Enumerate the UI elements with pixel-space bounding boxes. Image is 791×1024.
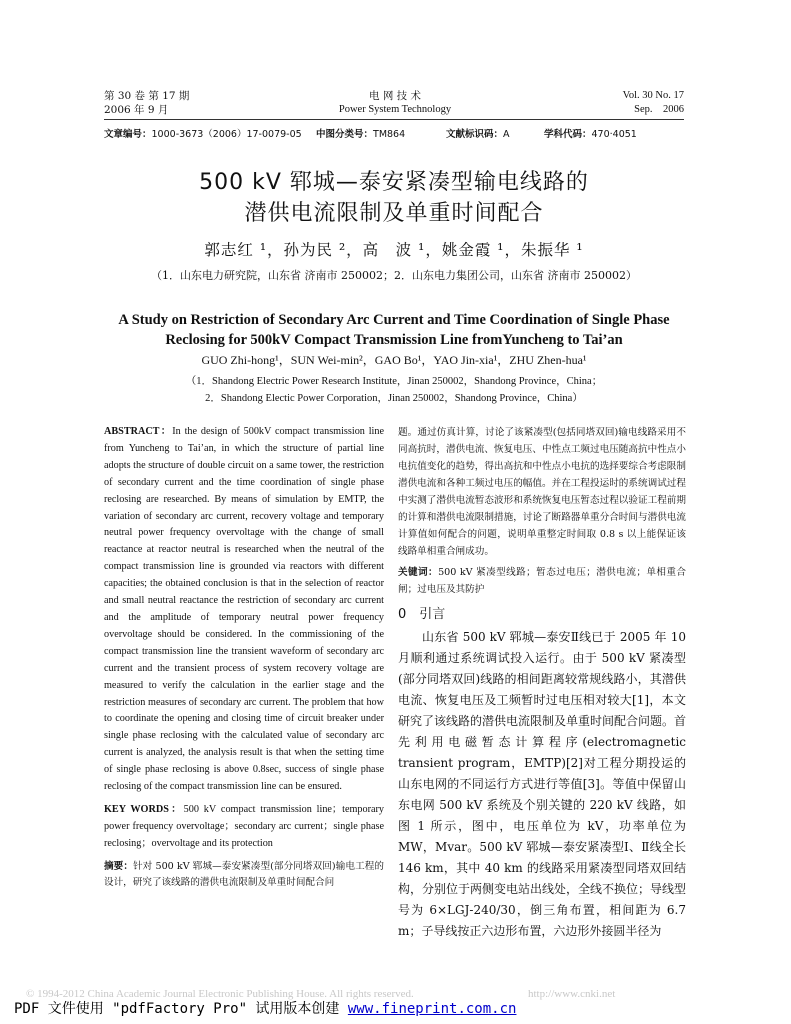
- pdf-link[interactable]: www.fineprint.com.cn: [347, 1001, 517, 1017]
- keywords-zh: [398, 564, 686, 598]
- affiliation-zh: （1．山东电力研究院，山东省 济南市 250002；2．山东电力集团公司，山东省 济南市 250002）: [151, 269, 637, 282]
- abstract-en-label: ABSTRACT：: [104, 426, 173, 437]
- article-number: 文章编号：1000-3673（2006）17-0079-05: [104, 129, 302, 140]
- authors-en: GUO Zhi-hong¹，SUN Wei-min²，GAO Bo¹，YAO Jin-xia¹，ZHU Zhen-hua¹: [201, 353, 587, 367]
- title-zh-line1: 500 kV 郓城—泰安紧凑型输电线路的: [199, 170, 589, 195]
- pdf-notice-text: PDF 文件使用 "pdfFactory Pro" 试用版本创建: [14, 1001, 348, 1017]
- cnki-url: http://www.cnki.net: [528, 988, 616, 1000]
- keywords-zh-text: 500 kV 紧凑型线路；暂态过电压；潜供电流；单相重合闸；过电压及其防护: [398, 567, 687, 595]
- volume-en: Vol. 30 No. 17: [622, 90, 684, 101]
- keywords-en-text: 500 kV compact transmission line；temporary power frequency overvoltage；secondary arc current；single phase reclosing；overvoltage and its protection: [104, 803, 384, 849]
- keywords-zh-label: 关键词：: [398, 567, 439, 578]
- journal-en: Power System Technology: [338, 104, 452, 115]
- affiliation-en-line2: 2．Shandong Electic Power Corporation，Jinan 250002，Shandong Province，China）: [205, 393, 583, 404]
- header-center: [300, 89, 490, 117]
- right-column: [398, 424, 686, 942]
- abstract-zh-label: 摘要：: [104, 860, 134, 872]
- header-right: [560, 89, 684, 117]
- left-column: [104, 424, 384, 897]
- header-left: [104, 89, 189, 117]
- doc-code: 文献标识码：A: [446, 129, 510, 140]
- affiliation-en-line1: （1．Shandong Electric Power Research Institute，Jinan 250002，Shandong Province，China；: [185, 376, 603, 387]
- section-heading: 0 引言: [398, 607, 446, 622]
- journal-zh: 电 网 技 术: [368, 90, 421, 102]
- section-body: 山东省 500 kV 郓城—泰安Ⅱ线已于 2005 年 10 月顺利通过系统调试投入运行。由于 500 kV 紧凑型(部分同塔双回)线路的相间距离较常规线路小，其潜供电流、恢复电压及工频暂时过电压相对较大[1]，本文研究了该线路的潜供电流限制及单重时间配合问题。首先利用电磁暂态计算程序(electromagnetic transient program，EMTP)[2]对工程分期投运的山东电网的不同运行方式进行等值[3]。等值中保留山东电网 500 kV 系统及个别关键的 220 kV 线路，如图 1 所示，图中，电压单位为 kV，功率单位为 MW，Mvar。500 kV 郓城—泰安紧凑型Ⅰ、Ⅱ线全长 146 km，其中 40 km 的线路采用紧凑型同塔双回结构，分别位于两侧变电站出线处，全线不换位；导线型号为 6×LGJ-240/30，倒三角布置，相间距为 6.7 m；子导线按正六边形布置，六边形外接圆半径为: [398, 630, 687, 938]
- keywords-en-label: KEY WORDS：: [104, 803, 184, 815]
- subject-code: 学科代码：470·4051: [544, 129, 637, 140]
- pdf-notice: [14, 998, 516, 1018]
- clc-number: 中图分类号：TM864: [316, 129, 406, 140]
- date-en: Sep. 2006: [634, 104, 684, 115]
- title-en-line1: A Study on Restriction of Secondary Arc Current and Time Coordination of Single Phase: [118, 312, 670, 328]
- keywords-en: [104, 802, 384, 853]
- volume-zh: 第 30 卷 第 17 期: [104, 90, 190, 102]
- title-en-line2: Reclosing for 500kV Compact Transmission Line fromYuncheng to Tai’an: [165, 332, 623, 348]
- authors-zh: 郭志红 ¹，孙为民 ²，高 波 ¹，姚金霞 ¹，朱振华 ¹: [204, 241, 584, 259]
- date-zh: 2006 年 9 月: [104, 104, 169, 116]
- copyright-watermark: © 1994-2012 China Academic Journal Electronic Publishing House. All rights reserved.: [26, 988, 414, 1000]
- title-zh-line2: 潜供电流限制及单重时间配合: [244, 201, 544, 226]
- abstract-en-text: In the design of 500kV compact transmission line from Yuncheng to Tai’an, in which the structure of partial line adopts the structure of double circuit on a same tower, the restriction of secondary current and the time coordination of single phase reclosing are researched. By means of simulation by EMTP, the variation of secondary arc current, recovery voltage and temporary neutral power frequency overvoltage with the change of small reactance at reactor neutral is researched when the neutral of the compact transmission line is grounded via reactors with different capacities; the obtained conclusion is that in the selection of reactor and small neutral reactance the restriction of secondary arc current and the amplitude of temporary neutral power frequency overvoltage should be considered. In the commissioning of the compact transmission line the transient waveform of secondary arc current and the transient process of system recovery voltage are measured to verify the calculation in the earlier stage and the restriction measures of secondary arc current. The problem that how to coordinate the opening and closing time of circuit breaker under single phase reclosing with the calculated value of secondary arc current is analyzed, the analysis result is that when the setting time of single phase reclosing is above 0.8sec, success of single phase reclosing of the compact transmission line can be ensured.: [104, 426, 384, 793]
- abstract-en: [104, 424, 384, 796]
- abstract-zh-continued: 题。通过仿真计算，讨论了该紧凑型(包括同塔双回)输电线路采用不同高抗时，潜供电流、恢复电压、中性点工频过电压随高抗中性点小电抗值变化的趋势，得出高抗和中性点小电抗的选择要综合考虑限制潜供电流和各种工频过电压的幅值。并在工程投运时的系统调试过程中实测了潜供电流暂态波形和系统恢复电压暂态过程以验证工程前期的计算和潜供电流限制措施，讨论了断路器单重分合时间与潜供电流计算值如何配合的问题，说明单重整定时间取 0.8 s 以上能保证该线路单相重合闸成功。: [398, 427, 686, 557]
- abstract-zh-text-left: 针对 500 kV 郓城—泰安紧凑型(部分同塔双回)输电工程的设计，研究了该线路的潜供电流限制及单重时间配合问: [104, 860, 385, 888]
- header-rule: [104, 119, 684, 120]
- abstract-zh-start: [104, 859, 384, 891]
